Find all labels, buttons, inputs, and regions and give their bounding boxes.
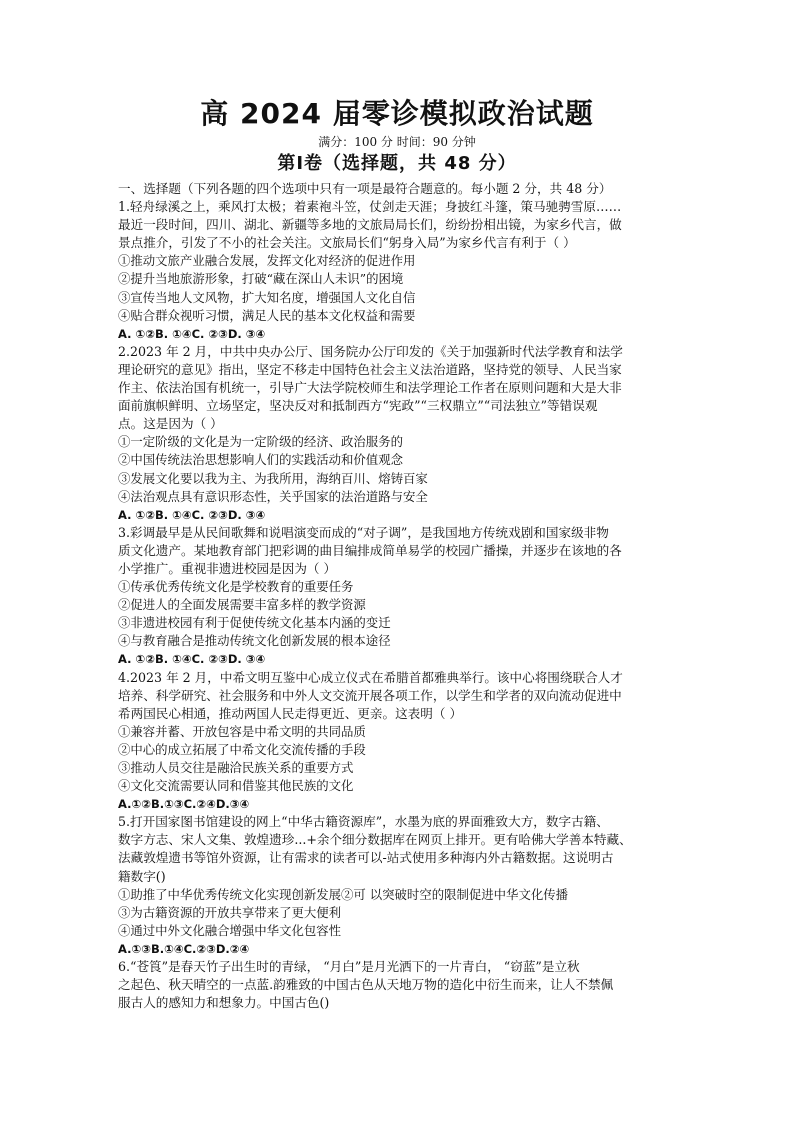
question-stem-line: 质文化遗产。某地教育部门把彩调的曲目编排成简单易学的校园广播操，并逐步在该地的各 — [118, 542, 622, 558]
question-option: ①一定阶级的文化是为一定阶级的经济、政治服务的 — [118, 434, 403, 450]
question-stem-line: 4.2023 年 2 月，中希文明互鉴中心成立仪式在希腊首都雅典举行。该中心将围绕联合人才 — [118, 669, 623, 685]
exam-body — [118, 180, 678, 1012]
question-option: ④贴合群众视听习惯，满足人民的基本文化权益和需要 — [118, 307, 416, 323]
question-option: ①兼容并蓄、开放包容是中希文明的共同品质 — [118, 723, 366, 739]
question-stem-line: 理论研究的意见》指出，坚定不移走中国特色社会主义法治道路，坚持党的领导、人民当家 — [118, 361, 622, 377]
question-2 — [118, 343, 678, 524]
question-stem-line: 服古人的感知力和想象力。中国古色() — [118, 995, 330, 1011]
answer-choices: A. ①②B. ①④C. ②③D. ③④ — [118, 507, 266, 522]
question-stem-line: 希两国民心相通，推动两国人民走得更近、更亲。这表明（ ） — [118, 705, 463, 721]
section-instruction: 一、选择题（下列各题的四个选项中只有一项是最符合题意的。每小题 2 分，共 48 分） — [118, 181, 612, 196]
question-option: ③发展文化要以我为主、为我所用，海纳百川、熔铸百家 — [118, 470, 428, 486]
question-4 — [118, 669, 678, 814]
question-stem-line: 籍数字() — [118, 868, 166, 884]
question-option: ②中心的成立拓展了中希文化交流传播的手段 — [118, 741, 366, 757]
question-stem-line: 6.“苍筤”是春天竹子出生时的青绿， “月白”是月光洒下的一片青白， “窃蓝”是立秋 — [118, 959, 580, 975]
question-stem-line: 景点推介，引发了不小的社会关注。文旅局长们“躬身入局”为家乡代言有利于（ ） — [118, 235, 576, 251]
question-6 — [118, 958, 678, 1012]
question-option: ④法治观点具有意识形态性，关乎国家的法治道路与安全 — [118, 488, 428, 504]
question-option: ④文化交流需要认同和借鉴其他民族的文化 — [118, 778, 354, 794]
question-stem-line: 小学推广。重视非遗进校园是因为（ ） — [118, 560, 337, 576]
question-stem-line: 法藏敦煌遗书等馆外资源，让有需求的读者可以-站式使用多种海内外古籍数据。这说明古 — [118, 850, 614, 866]
question-stem-line: 1.轻舟绿溪之上，乘风打太极；着素袍斗笠，仗剑走天涯；身披红斗篷，策马驰骋雪原…… — [118, 199, 622, 215]
question-option: ②提升当地旅游形象，打破“藏在深山人未识”的困境 — [118, 271, 404, 287]
question-option: ②促进人的全面发展需要丰富多样的教学资源 — [118, 597, 366, 613]
question-stem-line: 作主、依法治国有机统一，引导广大法学院校师生和法学理论工作者在原则问题和大是大非 — [118, 380, 622, 396]
exam-title: 高 2024 届零诊模拟政治试题 — [200, 97, 594, 130]
question-1 — [118, 198, 678, 343]
question-option: ②中国传统法治思想影响人们的实践活动和价值观念 — [118, 452, 403, 468]
answer-choices: A.①③B.①④C.②③D.②④ — [118, 941, 250, 956]
answer-choices: A. ①②B. ①④C. ②③D. ③④ — [118, 652, 266, 667]
question-option: ③为古籍资源的开放共享带来了更大便利 — [118, 904, 342, 920]
question-stem-line: 5.打开国家图书馆建设的网上“中华古籍资源库”，水墨为底的界面雅致大方，数字古籍、 — [118, 814, 609, 830]
question-stem-line: 之起色、秋天晴空的一点蓝.韵雅致的中国古色从天地万物的造化中衍生而来，让人不禁佩 — [118, 977, 614, 993]
question-stem-line: 3.彩调最早是从民间歌舞和说唱演变而成的“对子调”，是我国地方传统戏剧和国家级非物 — [118, 524, 609, 540]
question-stem-line: 培养、科学研究、社会服务和中外人文交流开展各项工作，以学生和学者的双向流动促进中 — [118, 687, 622, 703]
question-3 — [118, 524, 678, 669]
question-option: ③宣传当地人文风物，扩大知名度，增强国人文化自信 — [118, 289, 416, 305]
exam-meta: 满分：100 分 时间：90 分钟 — [318, 135, 476, 149]
question-option: ④通过中外文化融合增强中华文化包容性 — [118, 922, 342, 938]
question-stem-line: 面前旗帜鲜明、立场坚定，坚决反对和抵制西方“宪政”“三权鼎立”“司法独立”等错误观 — [118, 398, 598, 414]
question-option: ③非遗进校园有利于促使传统文化基本内涵的变迁 — [118, 615, 391, 631]
question-option: ④与教育融合是推动传统文化创新发展的根本途径 — [118, 633, 391, 649]
question-stem-line: 点。这是因为（ ） — [118, 416, 223, 432]
question-stem-line: 2.2023 年 2 月，中共中央办公厅、国务院办公厅印发的《关于加强新时代法学教育和法学 — [118, 343, 623, 359]
question-stem-line: 数字方志、宋人文集、敦煌遗珍...+余个细分数据库在网页上排开。更有哈佛大学善本特藏、 — [118, 832, 632, 848]
section-heading: 第Ⅰ卷（选择题，共 48 分） — [277, 153, 517, 174]
question-stem-line: 最近一段时间，四川、湖北、新疆等多地的文旅局局长们，纷纷扮相出镜，为家乡代言，做 — [118, 217, 622, 233]
question-option: ①推动文旅产业融合发展，发挥文化对经济的促进作用 — [118, 253, 416, 269]
question-option: ①传承优秀传统文化是学校教育的重要任务 — [118, 579, 354, 595]
question-option: ③推动人员交往是融洽民族关系的重要方式 — [118, 760, 354, 775]
question-list — [118, 198, 678, 1012]
question-5 — [118, 813, 678, 958]
question-option: ①助推了中华优秀传统文化实现创新发展②可 以突破时空的限制促进中华文化传播 — [118, 886, 569, 902]
answer-choices: A. ①②B. ①④C. ②③D. ③④ — [118, 326, 266, 341]
answer-choices: A.①②B.①③C.②④D.③④ — [118, 797, 250, 812]
